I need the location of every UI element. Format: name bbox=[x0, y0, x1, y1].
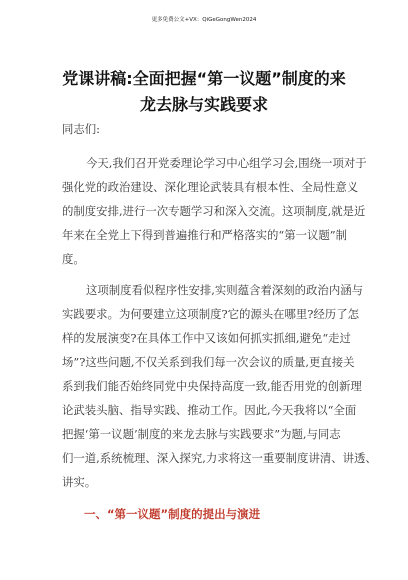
paragraph-1-line: 的制度安排,进行一次专题学习和深入交流。这项制度,就是近 bbox=[62, 204, 366, 218]
title-line-1: 党课讲稿:全面把握“第一议题”制度的来 bbox=[62, 69, 346, 88]
paragraph-2-line: 们一道,系统梳理、深入探究,力求将这一重要制度讲清、讲透、 bbox=[62, 451, 377, 465]
paragraph-2-line: 论武装头脑、指导实践、推动工作。因此,今天我将以“全面 bbox=[62, 403, 357, 417]
paragraph-2-line: 这项制度看似程序性安排,实则蕴含着深刻的政治内涵与 bbox=[86, 283, 363, 297]
paragraph-2-line: 样的发展演变?在具体工作中又该如何抓实抓细,避免“走过 bbox=[62, 331, 351, 345]
paragraph-2-line: 系到我们能否始终同党中央保持高度一致,能否用党的创新理 bbox=[62, 379, 362, 393]
header-note: 更多免费公文+VX：QiGeGongWen2024 bbox=[151, 17, 257, 23]
title-line-2: 龙去脉与实践要求 bbox=[139, 95, 268, 114]
paragraph-2-line: 讲实。 bbox=[62, 475, 97, 489]
greeting: 同志们: bbox=[62, 122, 101, 136]
paragraph-1-line: 年来在全党上下得到普遍推行和严格落实的“第一议题”制 bbox=[62, 228, 348, 242]
paragraph-2-line: 实践要求。为何要建立这项制度?它的源头在哪里?经历了怎 bbox=[62, 307, 359, 321]
paragraph-1-line: 强化党的政治建设、深化理论武装具有根本性、全局性意义 bbox=[62, 180, 359, 194]
paragraph-1-line: 度。 bbox=[62, 252, 85, 266]
paragraph-2-line: 把握‘第一议题’制度的来龙去脉与实践要求”为题,与同志 bbox=[62, 427, 341, 441]
paragraph-1-line: 今天,我们召开党委理论学习中心组学习会,围绕一项对于 bbox=[86, 156, 367, 170]
paragraph-2-line: 场”?这些问题,不仅关系到我们每一次会议的质量,更直接关 bbox=[62, 355, 355, 369]
section-heading: 一、“第一议题”制度的提出与演进 bbox=[84, 507, 261, 521]
